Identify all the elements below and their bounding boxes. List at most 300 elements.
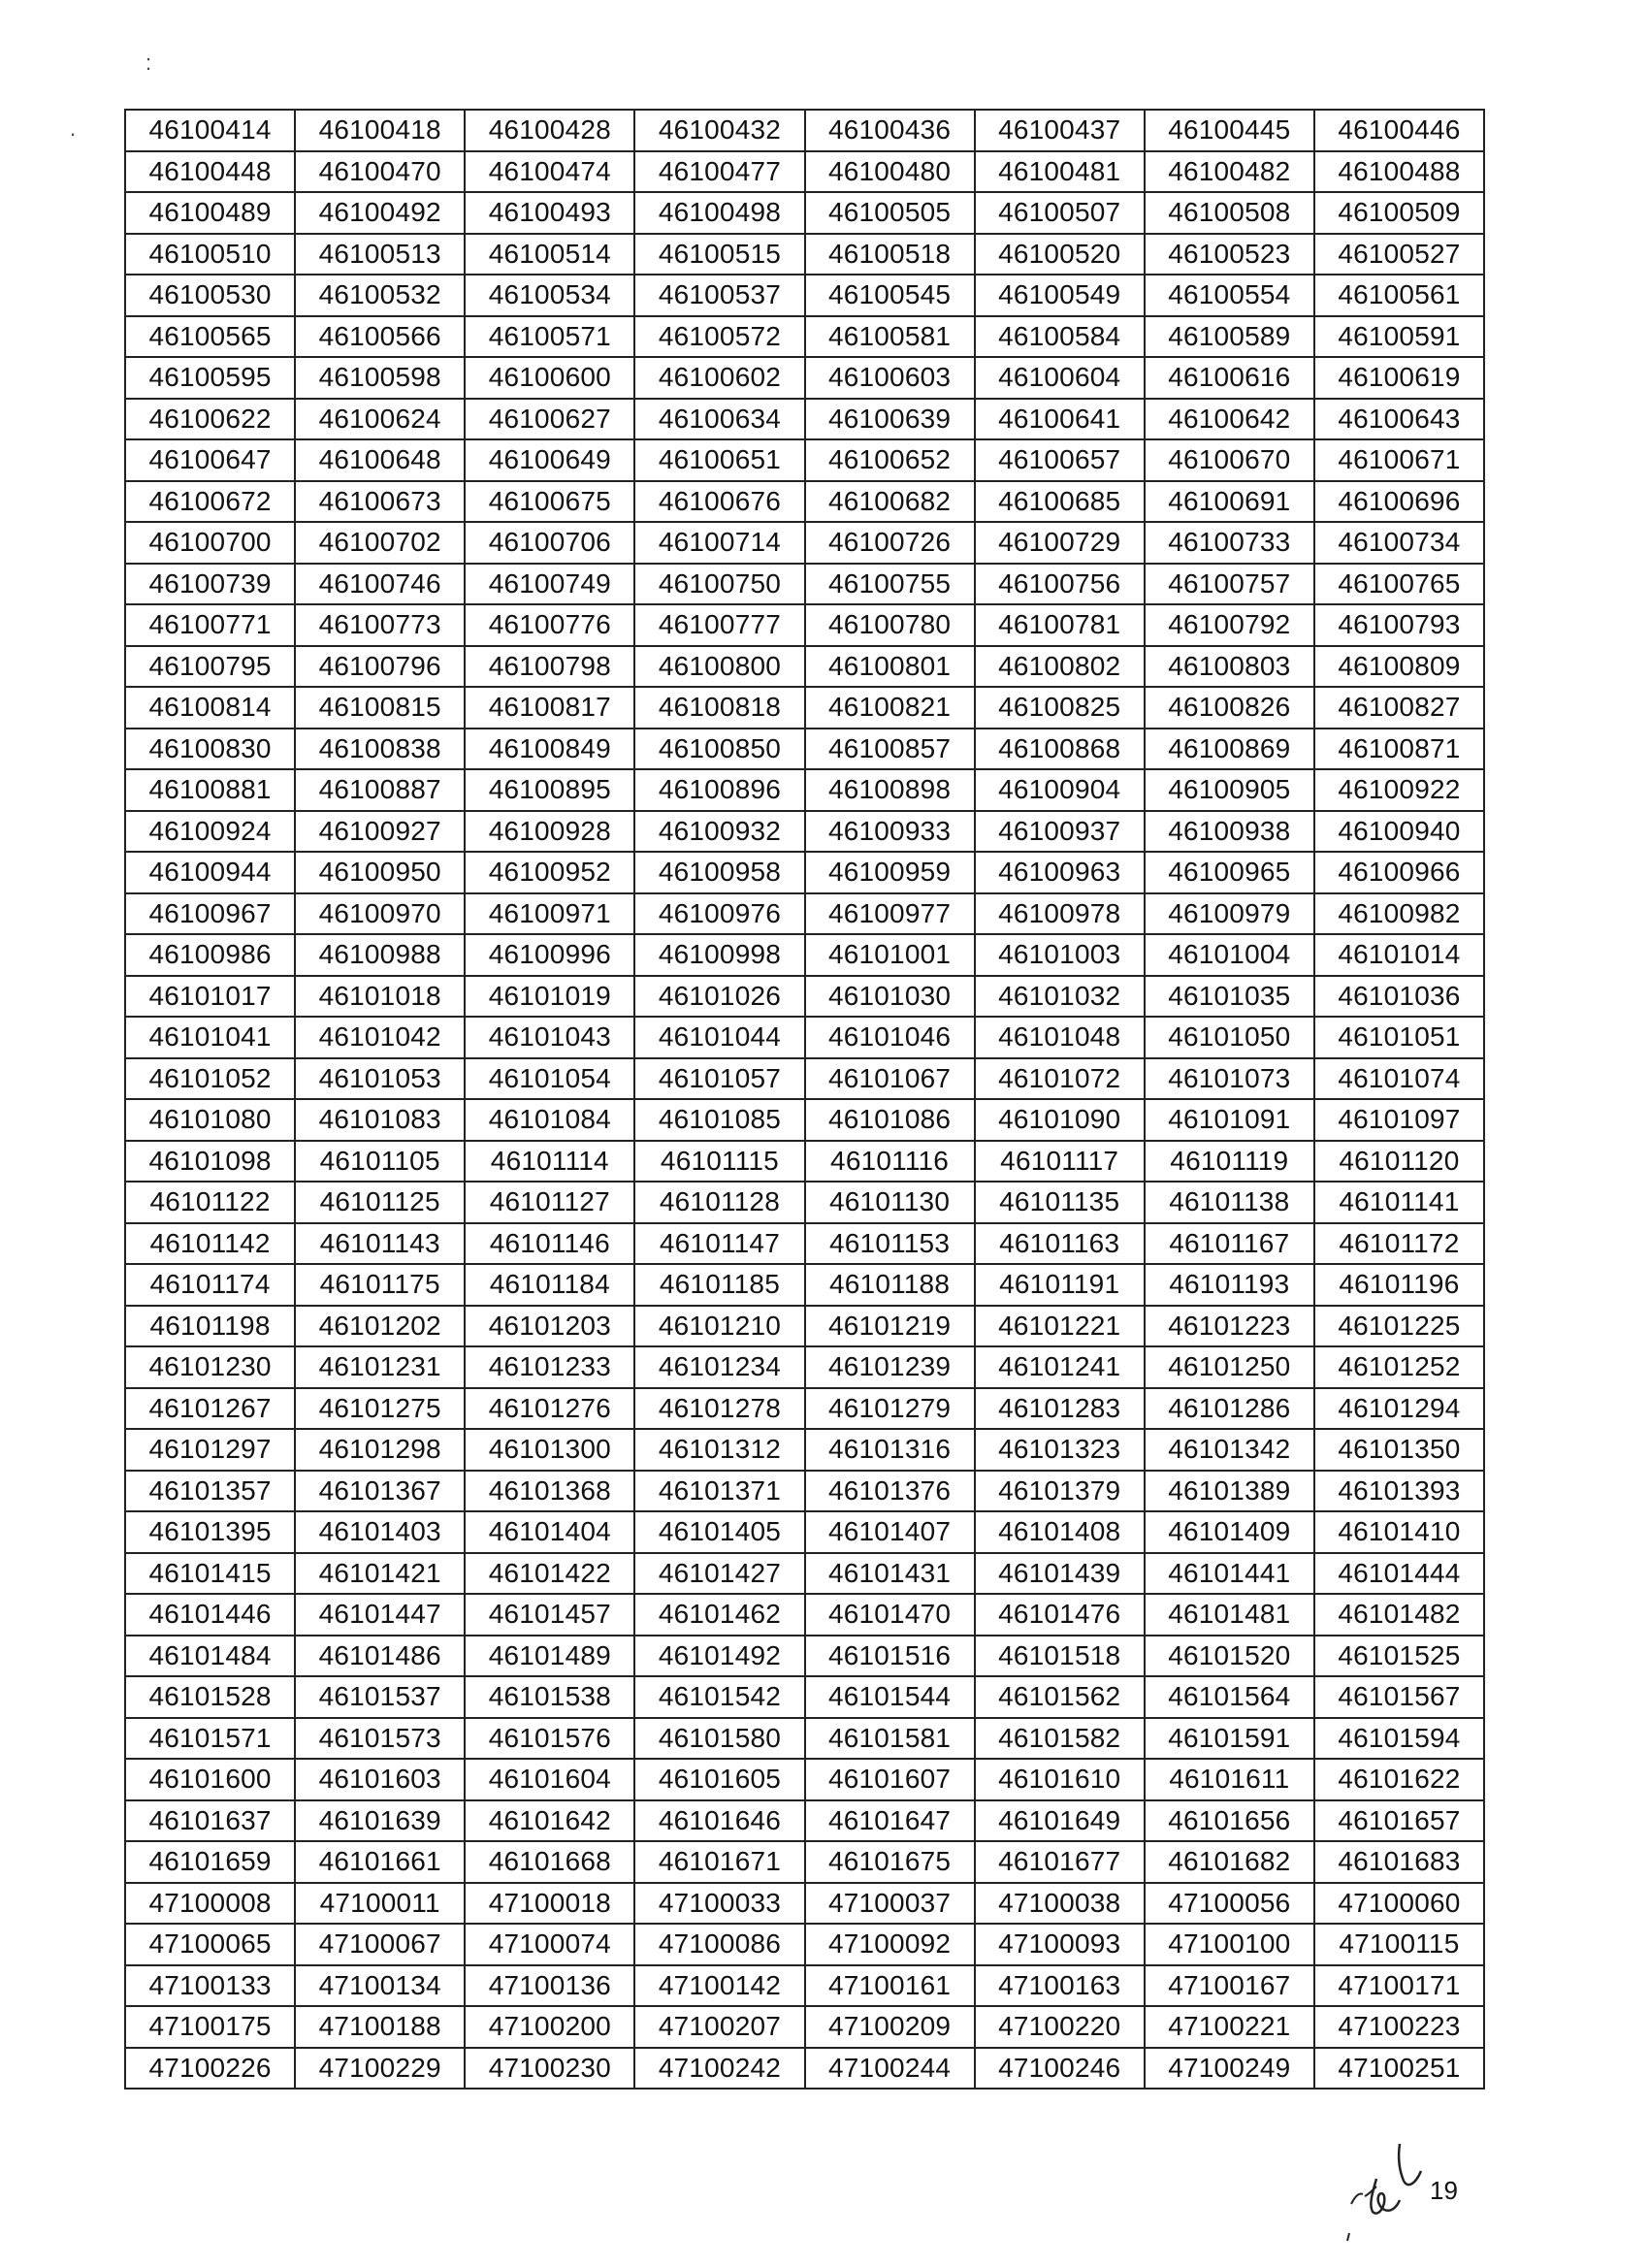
roll-number-cell: 47100230 <box>465 2048 634 2090</box>
roll-number-cell: 46101191 <box>975 1264 1145 1306</box>
roll-number-cell: 46101057 <box>634 1058 804 1100</box>
roll-number-cell: 46101250 <box>1145 1346 1314 1388</box>
roll-number-cell: 46100691 <box>1145 481 1314 523</box>
table-row <box>125 729 1484 770</box>
roll-number-cell: 46101682 <box>1145 1841 1314 1883</box>
table-row <box>125 1759 1484 1800</box>
table-row <box>125 934 1484 976</box>
roll-number-cell: 46100826 <box>1145 687 1314 729</box>
roll-number-cell: 46101294 <box>1314 1388 1484 1430</box>
roll-number-cell: 46101043 <box>465 1017 634 1058</box>
roll-number-cell: 46100642 <box>1145 399 1314 440</box>
roll-number-cell: 46101622 <box>1314 1759 1484 1800</box>
roll-number-cell: 46100714 <box>634 522 804 564</box>
roll-number-cell: 46101298 <box>295 1429 465 1471</box>
roll-number-cell: 46100739 <box>125 564 295 605</box>
roll-number-cell: 46100970 <box>295 893 465 935</box>
roll-number-cell: 46101279 <box>805 1388 975 1430</box>
roll-number-cell: 46100977 <box>805 893 975 935</box>
roll-number-cell: 46101098 <box>125 1141 295 1183</box>
roll-number-cell: 46100771 <box>125 604 295 646</box>
roll-number-cell: 47100220 <box>975 2006 1145 2048</box>
roll-number-cell: 46100675 <box>465 481 634 523</box>
roll-number-cell: 46100959 <box>805 852 975 893</box>
roll-number-cell: 46101026 <box>634 976 804 1018</box>
roll-number-cell: 46101225 <box>1314 1306 1484 1347</box>
table-row <box>125 2048 1484 2090</box>
roll-number-cell: 46100571 <box>465 316 634 358</box>
roll-number-cell: 46101116 <box>805 1141 975 1183</box>
roll-number-cell: 47100207 <box>634 2006 804 2048</box>
roll-number-cell: 47100142 <box>634 1965 804 2007</box>
scan-speck: : <box>146 50 152 75</box>
roll-number-cell: 46101376 <box>805 1471 975 1512</box>
roll-number-table <box>124 109 1485 2090</box>
roll-number-cell: 46100508 <box>1145 192 1314 234</box>
roll-number-cell: 46100928 <box>465 811 634 853</box>
roll-number-cell: 46101405 <box>634 1511 804 1553</box>
roll-number-cell: 46100647 <box>125 439 295 481</box>
roll-number-cell: 46100657 <box>975 439 1145 481</box>
roll-number-cell: 47100161 <box>805 1965 975 2007</box>
roll-number-cell: 46101041 <box>125 1017 295 1058</box>
roll-number-cell: 46101172 <box>1314 1223 1484 1265</box>
table-row <box>125 646 1484 688</box>
table-row <box>125 1017 1484 1058</box>
roll-number-cell: 46100685 <box>975 481 1145 523</box>
roll-number-cell: 46101014 <box>1314 934 1484 976</box>
roll-number-cell: 46100988 <box>295 934 465 976</box>
table-row <box>125 1594 1484 1636</box>
roll-number-cell: 46100670 <box>1145 439 1314 481</box>
table-row <box>125 1636 1484 1677</box>
roll-number-cell: 46100532 <box>295 275 465 316</box>
roll-number-cell: 46101470 <box>805 1594 975 1636</box>
table-row <box>125 1141 1484 1183</box>
roll-number-cell: 47100037 <box>805 1883 975 1925</box>
table-row <box>125 110 1484 151</box>
roll-number-cell: 46100815 <box>295 687 465 729</box>
roll-number-cell: 46101297 <box>125 1429 295 1471</box>
roll-number-cell: 46100792 <box>1145 604 1314 646</box>
roll-number-cell: 46100482 <box>1145 151 1314 193</box>
roll-number-cell: 46100756 <box>975 564 1145 605</box>
roll-number-cell: 46100966 <box>1314 852 1484 893</box>
roll-number-cell: 46100604 <box>975 357 1145 399</box>
roll-number-cell: 47100067 <box>295 1924 465 1965</box>
table-row <box>125 2006 1484 2048</box>
roll-number-cell: 46100527 <box>1314 234 1484 275</box>
roll-number-cell: 46100648 <box>295 439 465 481</box>
roll-number-cell: 46100777 <box>634 604 804 646</box>
roll-number-cell: 46101668 <box>465 1841 634 1883</box>
roll-number-cell: 46100498 <box>634 192 804 234</box>
roll-number-cell: 46100887 <box>295 769 465 811</box>
roll-number-cell: 46101525 <box>1314 1636 1484 1677</box>
roll-number-cell: 46101484 <box>125 1636 295 1677</box>
roll-number-cell: 46100765 <box>1314 564 1484 605</box>
roll-number-cell: 46101389 <box>1145 1471 1314 1512</box>
roll-number-cell: 46100746 <box>295 564 465 605</box>
roll-number-cell: 46100749 <box>465 564 634 605</box>
roll-number-cell: 46101017 <box>125 976 295 1018</box>
roll-number-cell: 46101544 <box>805 1676 975 1718</box>
roll-number-cell: 46101486 <box>295 1636 465 1677</box>
roll-number-cell: 46101482 <box>1314 1594 1484 1636</box>
roll-number-cell: 46101219 <box>805 1306 975 1347</box>
roll-number-cell: 46101312 <box>634 1429 804 1471</box>
roll-number-cell: 46100470 <box>295 151 465 193</box>
roll-number-cell: 46101457 <box>465 1594 634 1636</box>
roll-number-cell: 46101221 <box>975 1306 1145 1347</box>
roll-number-cell: 46101607 <box>805 1759 975 1800</box>
table-row <box>125 1306 1484 1347</box>
roll-number-cell: 46101097 <box>1314 1099 1484 1141</box>
roll-number-cell: 46101576 <box>465 1718 634 1760</box>
roll-number-cell: 46100446 <box>1314 110 1484 151</box>
roll-number-cell: 46100814 <box>125 687 295 729</box>
roll-number-cell: 47100136 <box>465 1965 634 2007</box>
roll-number-cell: 46101542 <box>634 1676 804 1718</box>
roll-number-cell: 47100229 <box>295 2048 465 2090</box>
table-row <box>125 1099 1484 1141</box>
roll-number-cell: 46101147 <box>634 1223 804 1265</box>
roll-number-cell: 47100011 <box>295 1883 465 1925</box>
table-row <box>125 234 1484 275</box>
roll-number-cell: 46100488 <box>1314 151 1484 193</box>
roll-number-cell: 46101516 <box>805 1636 975 1677</box>
roll-number-cell: 46101379 <box>975 1471 1145 1512</box>
roll-number-cell: 46100489 <box>125 192 295 234</box>
roll-number-cell: 46100595 <box>125 357 295 399</box>
roll-number-cell: 47100008 <box>125 1883 295 1925</box>
roll-number-cell: 46100481 <box>975 151 1145 193</box>
roll-number-cell: 47100056 <box>1145 1883 1314 1925</box>
roll-number-cell: 46100534 <box>465 275 634 316</box>
roll-number-cell: 47100209 <box>805 2006 975 2048</box>
roll-number-cell: 46100881 <box>125 769 295 811</box>
roll-number-cell: 46100589 <box>1145 316 1314 358</box>
roll-number-cell: 46101188 <box>805 1264 975 1306</box>
roll-number-cell: 46101427 <box>634 1553 804 1595</box>
roll-number-cell: 46100510 <box>125 234 295 275</box>
roll-number-cell: 46100432 <box>634 110 804 151</box>
roll-number-cell: 46101142 <box>125 1223 295 1265</box>
roll-number-cell: 46100537 <box>634 275 804 316</box>
roll-number-cell: 46101656 <box>1145 1800 1314 1842</box>
roll-number-cell: 46101646 <box>634 1800 804 1842</box>
roll-number-cell: 46100518 <box>805 234 975 275</box>
roll-number-cell: 46101489 <box>465 1636 634 1677</box>
table-row <box>125 976 1484 1018</box>
roll-number-cell: 46100561 <box>1314 275 1484 316</box>
roll-number-cell: 46101115 <box>634 1141 804 1183</box>
roll-number-cell: 46101001 <box>805 934 975 976</box>
roll-number-cell: 46100584 <box>975 316 1145 358</box>
roll-number-cell: 46100755 <box>805 564 975 605</box>
roll-number-cell: 46101030 <box>805 976 975 1018</box>
roll-number-cell: 46101421 <box>295 1553 465 1595</box>
table-row <box>125 151 1484 193</box>
roll-number-cell: 46100436 <box>805 110 975 151</box>
roll-number-cell: 46101439 <box>975 1553 1145 1595</box>
roll-number-cell: 47100244 <box>805 2048 975 2090</box>
roll-number-cell: 46101018 <box>295 976 465 1018</box>
roll-number-cell: 46100938 <box>1145 811 1314 853</box>
roll-number-cell: 46101153 <box>805 1223 975 1265</box>
roll-number-cell: 46100729 <box>975 522 1145 564</box>
roll-number-cell: 46101605 <box>634 1759 804 1800</box>
roll-number-cell: 47100167 <box>1145 1965 1314 2007</box>
roll-number-cell: 46100673 <box>295 481 465 523</box>
roll-number-cell: 46100480 <box>805 151 975 193</box>
roll-number-cell: 47100249 <box>1145 2048 1314 2090</box>
roll-number-cell: 46101647 <box>805 1800 975 1842</box>
roll-number-cell: 46101408 <box>975 1511 1145 1553</box>
table-row <box>125 1471 1484 1512</box>
roll-number-cell: 46100952 <box>465 852 634 893</box>
roll-number-cell: 46101091 <box>1145 1099 1314 1141</box>
table-row <box>125 893 1484 935</box>
table-row <box>125 1800 1484 1842</box>
roll-number-cell: 46101050 <box>1145 1017 1314 1058</box>
roll-number-cell: 46100600 <box>465 357 634 399</box>
roll-number-cell: 46100868 <box>975 729 1145 770</box>
roll-number-cell: 46101581 <box>805 1718 975 1760</box>
roll-number-cell: 46101410 <box>1314 1511 1484 1553</box>
roll-number-cell: 46100825 <box>975 687 1145 729</box>
roll-number-cell: 46101409 <box>1145 1511 1314 1553</box>
roll-number-cell: 47100171 <box>1314 1965 1484 2007</box>
table-row <box>125 192 1484 234</box>
roll-number-cell: 46101036 <box>1314 976 1484 1018</box>
table-row <box>125 1264 1484 1306</box>
roll-number-cell: 46101518 <box>975 1636 1145 1677</box>
roll-number-cell: 46101323 <box>975 1429 1145 1471</box>
roll-number-cell: 46101241 <box>975 1346 1145 1388</box>
roll-number-cell: 46100520 <box>975 234 1145 275</box>
roll-number-cell: 46100581 <box>805 316 975 358</box>
roll-number-cell: 46101395 <box>125 1511 295 1553</box>
roll-number-cell: 46101671 <box>634 1841 804 1883</box>
roll-number-cell: 46101415 <box>125 1553 295 1595</box>
roll-number-cell: 47100115 <box>1314 1924 1484 1965</box>
roll-number-cell: 46100905 <box>1145 769 1314 811</box>
roll-number-cell: 46100996 <box>465 934 634 976</box>
roll-number-cell: 46100950 <box>295 852 465 893</box>
roll-number-cell: 46100998 <box>634 934 804 976</box>
roll-number-cell: 46101252 <box>1314 1346 1484 1388</box>
roll-number-cell: 46101004 <box>1145 934 1314 976</box>
roll-number-cell: 46101562 <box>975 1676 1145 1718</box>
roll-number-cell: 46100802 <box>975 646 1145 688</box>
roll-number-cell: 46101046 <box>805 1017 975 1058</box>
table-row <box>125 1841 1484 1883</box>
roll-number-cell: 46100652 <box>805 439 975 481</box>
roll-number-cell: 46100733 <box>1145 522 1314 564</box>
roll-number-cell: 46100937 <box>975 811 1145 853</box>
roll-number-cell: 46101003 <box>975 934 1145 976</box>
roll-number-cell: 46100776 <box>465 604 634 646</box>
roll-number-cell: 46101278 <box>634 1388 804 1430</box>
roll-number-cell: 46100726 <box>805 522 975 564</box>
roll-number-cell: 46101649 <box>975 1800 1145 1842</box>
table-row <box>125 604 1484 646</box>
roll-number-cell: 46100445 <box>1145 110 1314 151</box>
roll-number-cell: 46101231 <box>295 1346 465 1388</box>
roll-number-cell: 47100038 <box>975 1883 1145 1925</box>
roll-number-table-body <box>125 110 1484 2089</box>
roll-number-cell: 46101642 <box>465 1800 634 1842</box>
roll-number-cell: 46101135 <box>975 1182 1145 1223</box>
roll-number-cell: 46100827 <box>1314 687 1484 729</box>
roll-number-cell: 46100965 <box>1145 852 1314 893</box>
table-row <box>125 1388 1484 1430</box>
table-row <box>125 1223 1484 1265</box>
roll-number-cell: 46101185 <box>634 1264 804 1306</box>
roll-number-cell: 46101481 <box>1145 1594 1314 1636</box>
roll-number-cell: 46101053 <box>295 1058 465 1100</box>
roll-number-cell: 46101083 <box>295 1099 465 1141</box>
roll-number-cell: 46101019 <box>465 976 634 1018</box>
roll-number-cell: 46101239 <box>805 1346 975 1388</box>
roll-number-cell: 46100795 <box>125 646 295 688</box>
roll-number-cell: 47100246 <box>975 2048 1145 2090</box>
roll-number-cell: 46101203 <box>465 1306 634 1347</box>
roll-number-cell: 47100175 <box>125 2006 295 2048</box>
roll-number-cell: 46101441 <box>1145 1553 1314 1595</box>
roll-number-cell: 46100818 <box>634 687 804 729</box>
table-row <box>125 522 1484 564</box>
roll-number-cell: 46100515 <box>634 234 804 275</box>
roll-number-cell: 46101657 <box>1314 1800 1484 1842</box>
roll-number-cell: 46101446 <box>125 1594 295 1636</box>
roll-number-cell: 46101537 <box>295 1676 465 1718</box>
roll-number-cell: 46100933 <box>805 811 975 853</box>
table-row <box>125 316 1484 358</box>
roll-number-cell: 47100092 <box>805 1924 975 1965</box>
roll-number-cell: 46100622 <box>125 399 295 440</box>
roll-number-cell: 46101141 <box>1314 1182 1484 1223</box>
table-row <box>125 1924 1484 1965</box>
roll-number-cell: 46101233 <box>465 1346 634 1388</box>
roll-number-cell: 46100513 <box>295 234 465 275</box>
roll-number-cell: 46101403 <box>295 1511 465 1553</box>
roll-number-cell: 47100221 <box>1145 2006 1314 2048</box>
roll-number-cell: 46100505 <box>805 192 975 234</box>
roll-number-cell: 47100060 <box>1314 1883 1484 1925</box>
roll-number-cell: 46100798 <box>465 646 634 688</box>
roll-number-cell: 46100565 <box>125 316 295 358</box>
roll-number-cell: 46101054 <box>465 1058 634 1100</box>
roll-number-cell: 46101163 <box>975 1223 1145 1265</box>
roll-number-cell: 46101571 <box>125 1718 295 1760</box>
page-number: 19 <box>1430 2176 1458 2205</box>
roll-number-cell: 46101591 <box>1145 1718 1314 1760</box>
roll-number-cell: 46100800 <box>634 646 804 688</box>
roll-number-cell: 46101611 <box>1145 1759 1314 1800</box>
roll-number-cell: 46100838 <box>295 729 465 770</box>
table-row <box>125 564 1484 605</box>
roll-number-cell: 46101659 <box>125 1841 295 1883</box>
roll-number-cell: 47100188 <box>295 2006 465 2048</box>
table-row <box>125 357 1484 399</box>
roll-number-cell: 46100976 <box>634 893 804 935</box>
roll-number-cell: 46100643 <box>1314 399 1484 440</box>
roll-number-cell: 46101492 <box>634 1636 804 1677</box>
roll-number-cell: 46101234 <box>634 1346 804 1388</box>
table-row <box>125 1553 1484 1595</box>
roll-number-cell: 46101603 <box>295 1759 465 1800</box>
roll-number-cell: 46100895 <box>465 769 634 811</box>
roll-number-cell: 46101422 <box>465 1553 634 1595</box>
roll-number-cell: 46100940 <box>1314 811 1484 853</box>
roll-number-cell: 46101072 <box>975 1058 1145 1100</box>
roll-number-cell: 46101267 <box>125 1388 295 1430</box>
roll-number-cell: 47100134 <box>295 1965 465 2007</box>
roll-number-cell: 46101146 <box>465 1223 634 1265</box>
roll-number-cell: 46101196 <box>1314 1264 1484 1306</box>
roll-number-cell: 46101202 <box>295 1306 465 1347</box>
roll-number-cell: 46100671 <box>1314 439 1484 481</box>
roll-number-cell: 46100474 <box>465 151 634 193</box>
roll-number-cell: 46101582 <box>975 1718 1145 1760</box>
roll-number-cell: 46101120 <box>1314 1141 1484 1183</box>
roll-number-cell: 46100549 <box>975 275 1145 316</box>
roll-number-cell: 46101044 <box>634 1017 804 1058</box>
roll-number-cell: 46100963 <box>975 852 1145 893</box>
roll-number-cell: 46100624 <box>295 399 465 440</box>
scan-speck: . <box>70 116 77 141</box>
roll-number-cell: 46101520 <box>1145 1636 1314 1677</box>
roll-number-cell: 47100242 <box>634 2048 804 2090</box>
roll-number-cell: 46100448 <box>125 151 295 193</box>
roll-number-cell: 46100509 <box>1314 192 1484 234</box>
roll-number-cell: 46101276 <box>465 1388 634 1430</box>
roll-number-cell: 46101184 <box>465 1264 634 1306</box>
roll-number-cell: 46101167 <box>1145 1223 1314 1265</box>
table-row <box>125 1718 1484 1760</box>
roll-number-cell: 46101393 <box>1314 1471 1484 1512</box>
roll-number-cell: 46100801 <box>805 646 975 688</box>
roll-number-cell: 46100967 <box>125 893 295 935</box>
roll-number-cell: 46100932 <box>634 811 804 853</box>
roll-number-cell: 46101462 <box>634 1594 804 1636</box>
roll-number-cell: 46101114 <box>465 1141 634 1183</box>
roll-number-cell: 46100566 <box>295 316 465 358</box>
roll-number-cell: 46100641 <box>975 399 1145 440</box>
roll-number-cell: 46100523 <box>1145 234 1314 275</box>
roll-number-cell: 46100927 <box>295 811 465 853</box>
roll-number-cell: 46100821 <box>805 687 975 729</box>
roll-number-cell: 46100651 <box>634 439 804 481</box>
roll-number-cell: 47100133 <box>125 1965 295 2007</box>
roll-number-cell: 46100971 <box>465 893 634 935</box>
table-row <box>125 687 1484 729</box>
roll-number-cell: 46100492 <box>295 192 465 234</box>
roll-number-cell: 46100958 <box>634 852 804 893</box>
table-row <box>125 852 1484 893</box>
roll-number-cell: 46101431 <box>805 1553 975 1595</box>
roll-number-cell: 46101084 <box>465 1099 634 1141</box>
roll-number-cell: 46101342 <box>1145 1429 1314 1471</box>
roll-number-cell: 46101407 <box>805 1511 975 1553</box>
roll-number-cell: 46100849 <box>465 729 634 770</box>
roll-number-cell: 47100065 <box>125 1924 295 1965</box>
roll-number-cell: 46101528 <box>125 1676 295 1718</box>
roll-number-cell: 46101564 <box>1145 1676 1314 1718</box>
roll-number-cell: 46100979 <box>1145 893 1314 935</box>
